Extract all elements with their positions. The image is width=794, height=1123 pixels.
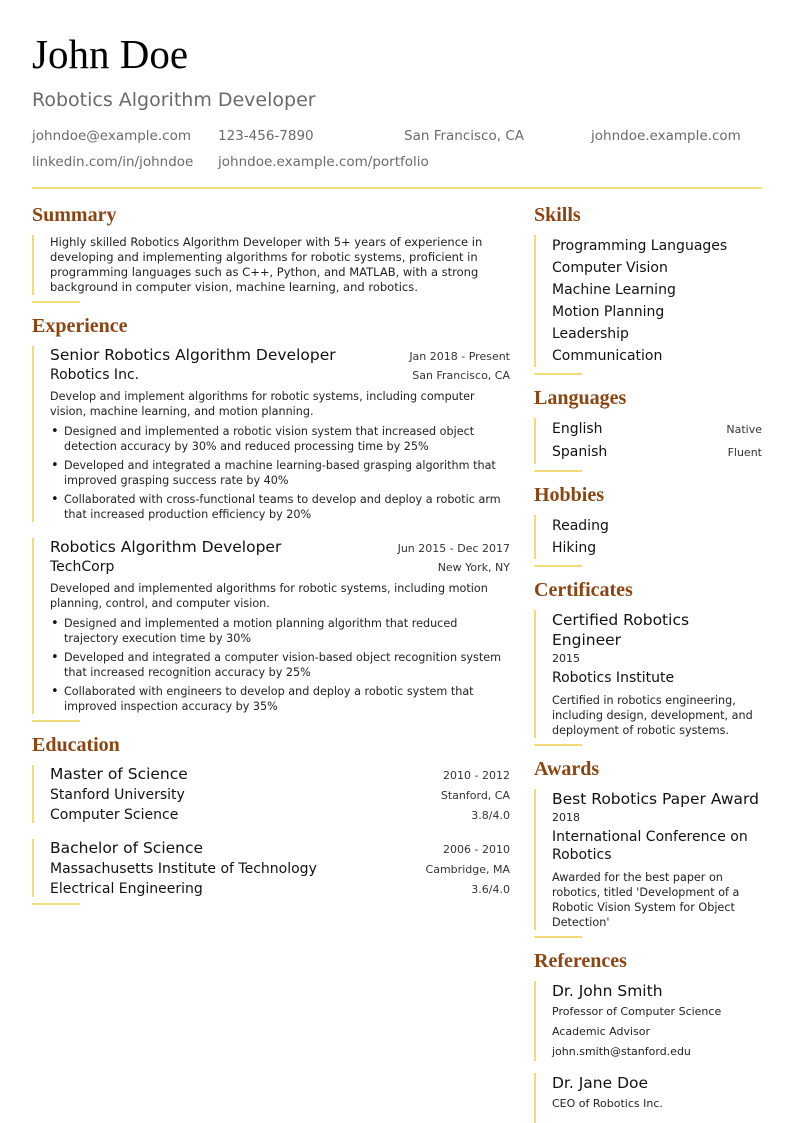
summary-section (32, 205, 510, 303)
certificates-heading: Certificates (534, 579, 633, 601)
section-underline (534, 373, 582, 375)
skill-item: Communication (552, 348, 663, 364)
contact-linkedin[interactable]: linkedin.com/in/johndoe (32, 154, 194, 170)
contact-phone[interactable]: 123-456-7890 (218, 128, 314, 144)
languages-heading: Languages (534, 387, 627, 409)
contact-portfolio[interactable]: johndoe.example.com/portfolio (218, 154, 429, 170)
achievement-item: • Designed and implemented a motion planning algorithm that reduced trajectory execution time by 30% (50, 616, 510, 646)
reference-position: Professor of Computer Science (552, 1005, 722, 1018)
degree: Master of Science (50, 765, 188, 783)
achievement-item: • Collaborated with cross-functional teams to develop and deploy a robotic arm that increased production efficiency by 20% (50, 492, 510, 522)
reference-email[interactable]: john.smith@stanford.edu (552, 1045, 691, 1058)
job-company: TechCorp (50, 559, 115, 575)
language-level: Fluent (727, 446, 762, 459)
skill-item: Machine Learning (552, 282, 676, 298)
education-section (32, 735, 510, 905)
gpa: 3.8/4.0 (471, 809, 510, 822)
skill-item: Computer Vision (552, 260, 668, 276)
languages-list (534, 418, 762, 464)
skills-section (534, 205, 762, 375)
reference-entry (534, 1073, 762, 1123)
award-name: Best Robotics Paper Award (552, 790, 759, 808)
job-company: Robotics Inc. (50, 367, 140, 383)
award-issuer: International Conference on Robotics (552, 829, 748, 863)
skills-heading: Skills (534, 204, 581, 226)
job-entry (32, 346, 510, 522)
summary-block (32, 235, 510, 295)
experience-section (32, 316, 510, 722)
school-location: Stanford, CA (440, 789, 510, 802)
job-date: Jun 2015 - Dec 2017 (397, 542, 510, 555)
summary-heading: Summary (32, 204, 117, 226)
references-section (534, 951, 762, 1123)
job-location: New York, NY (437, 561, 510, 574)
education-entry (32, 839, 510, 897)
award-year: 2018 (552, 811, 580, 824)
job-date: Jan 2018 - Present (409, 350, 510, 363)
education-entry (32, 765, 510, 823)
contact-website[interactable]: johndoe.example.com (591, 128, 741, 144)
job-achievements (50, 616, 510, 714)
achievement-item: • Developed and integrated a computer vision-based object recognition system that increased recognition accuracy by 25% (50, 650, 510, 680)
award-entry (534, 789, 762, 930)
job-location: San Francisco, CA (412, 369, 510, 382)
section-underline (534, 565, 582, 567)
field-of-study: Electrical Engineering (50, 881, 203, 897)
awards-section (534, 759, 762, 938)
job-entry (32, 538, 510, 714)
education-heading: Education (32, 734, 120, 756)
field-of-study: Computer Science (50, 807, 179, 823)
degree: Bachelor of Science (50, 839, 204, 857)
languages-section (534, 388, 762, 472)
section-underline (32, 301, 80, 303)
contact-email[interactable]: johndoe@example.com (32, 128, 191, 144)
job-description: Developed and implemented algorithms for robotic systems, including motion planning, control, and computer vision. (50, 582, 488, 610)
achievement-item: • Developed and integrated a machine learning-based grasping algorithm that improved grasping success rate by 40% (50, 458, 510, 488)
education-years: 2010 - 2012 (443, 769, 510, 782)
job-achievements (50, 424, 510, 522)
job-title: Robotics Algorithm Developer (50, 538, 282, 556)
section-underline (534, 936, 582, 938)
hobby-item: Reading (552, 518, 609, 534)
reference-position: CEO of Robotics Inc. (552, 1097, 663, 1110)
references-heading: References (534, 950, 627, 972)
header-divider (32, 187, 762, 189)
main-column (32, 205, 510, 905)
contact-location: San Francisco, CA (404, 128, 524, 144)
school: Massachusetts Institute of Technology (50, 861, 317, 877)
reference-entry (534, 981, 762, 1061)
achievement-item: • Collaborated with engineers to develop and deploy a robotic system that improved inspection accuracy by 35% (50, 684, 510, 714)
school: Stanford University (50, 787, 185, 803)
summary-text: Highly skilled Robotics Algorithm Developer with 5+ years of experience in developing and implementing algorithms for robotic systems, proficient in programming languages such as C++, Python, and MATLAB, with a strong background in computer vision, machine learning, and robotics. (50, 235, 483, 294)
section-underline (32, 903, 80, 905)
job-description: Develop and implement algorithms for robotic systems, including computer vision, machine learning, and motion planning. (50, 390, 475, 418)
candidate-name: John Doe (32, 31, 189, 77)
skills-list (534, 235, 762, 367)
certificate-year: 2015 (552, 652, 580, 665)
certificate-name: Certified Robotics Engineer (552, 611, 690, 649)
hobbies-section (534, 485, 762, 567)
reference-name: Dr. Jane Doe (552, 1074, 649, 1092)
skill-item: Motion Planning (552, 304, 665, 320)
awards-heading: Awards (534, 758, 600, 780)
language-item (552, 418, 762, 441)
reference-relation: Academic Advisor (552, 1025, 651, 1038)
hobbies-list (534, 515, 762, 559)
award-description: Awarded for the best paper on robotics, titled 'Development of a Robotic Vision System for Object Detection' (552, 871, 740, 929)
section-underline (32, 720, 80, 722)
reference-name: Dr. John Smith (552, 982, 663, 1000)
education-years: 2006 - 2010 (443, 843, 510, 856)
sidebar-column (534, 205, 762, 1123)
certificates-section (534, 580, 762, 746)
certificate-entry (534, 610, 762, 738)
candidate-title: Robotics Algorithm Developer (32, 89, 316, 111)
section-underline (534, 744, 582, 746)
certificate-issuer: Robotics Institute (552, 670, 675, 686)
section-underline (534, 470, 582, 472)
skill-item: Programming Languages (552, 238, 728, 254)
school-location: Cambridge, MA (425, 863, 510, 876)
certificate-description: Certified in robotics engineering, including design, development, and deployment of robotic systems. (552, 694, 753, 737)
job-title: Senior Robotics Algorithm Developer (50, 346, 336, 364)
achievement-item: • Designed and implemented a robotic vision system that increased object detection accuracy by 30% and reduced processing time by 25% (50, 424, 510, 454)
language-name: Spanish (552, 444, 608, 460)
language-item (552, 441, 762, 464)
experience-heading: Experience (32, 315, 128, 337)
language-level: Native (726, 423, 762, 436)
hobbies-heading: Hobbies (534, 484, 605, 506)
hobby-item: Hiking (552, 540, 597, 556)
language-name: English (552, 421, 603, 437)
skill-item: Leadership (552, 326, 629, 342)
gpa: 3.6/4.0 (471, 883, 510, 896)
